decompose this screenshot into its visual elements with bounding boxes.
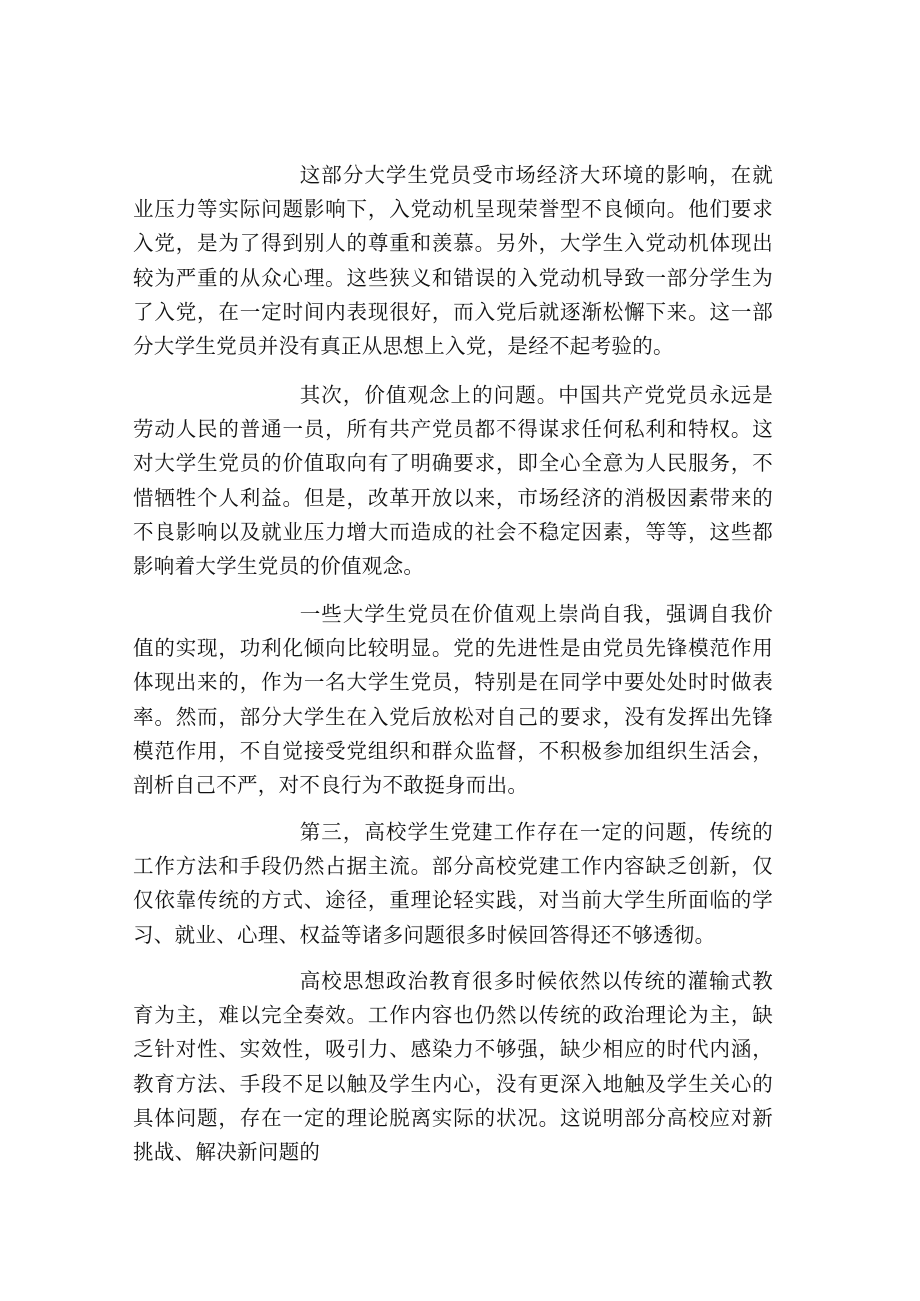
paragraph-values-issue: 其次，价值观念上的问题。中国共产党党员永远是劳动人民的普通一员，所有共产党员都不得谋求任何私利和特权。这对大学生党员的价值取向有了明确要求，即全心全意为人民服务，不惜牺牲个人利益。但是，改革开放以来，市场经济的消极因素带来的不良影响以及就业压力增大而造成的社会不稳定因素，等等，这些都影响着大学生党员的价值观念。 — [133, 383, 773, 579]
paragraph-political-education: 高校思想政治教育很多时候依然以传统的灌输式教育为主，难以完全奏效。工作内容也仍然以传统的政治理论为主，缺乏针对性、实效性，吸引力、感染力不够强，缺少相应的时代内涵，教育方法、手段不足以触及学生内心，没有更深入地触及学生关心的具体问题，存在一定的理论脱离实际的状况。这说明部分高校应对新挑战、解决新问题的 — [133, 969, 773, 1165]
paragraph-self-value: 一些大学生党员在价值观上崇尚自我，强调自我价值的实现，功利化倾向比较明显。党的先进性是由党员先锋模范作用体现出来的，作为一名大学生党员，特别是在同学中要处处时时做表率。然而，部分大学生在入党后放松对自己的要求，没有发挥出先锋模范作用，不自觉接受党组织和群众监督，不积极参加组织生活会，剖析自己不严，对不良行为不敢挺身而出。 — [133, 602, 773, 798]
paragraph-motivation: 这部分大学生党员受市场经济大环境的影响，在就业压力等实际问题影响下，入党动机呈现荣誉型不良倾向。他们要求入党，是为了得到别人的尊重和羡慕。另外，大学生入党动机体现出较为严重的从众心理。这些狭义和错误的入党动机导致一部分学生为了入党，在一定时间内表现很好，而入党后就逐渐松懈下来。这一部分大学生党员并没有真正从思想上入党，是经不起考验的。 — [133, 163, 773, 359]
paragraph-party-work: 第三，高校学生党建工作存在一定的问题，传统的工作方法和手段仍然占据主流。部分高校党建工作内容缺乏创新，仅仅依靠传统的方式、途径，重理论轻实践，对当前大学生所面临的学习、就业、心理、权益等诸多问题很多时候回答得还不够透彻。 — [133, 820, 773, 947]
